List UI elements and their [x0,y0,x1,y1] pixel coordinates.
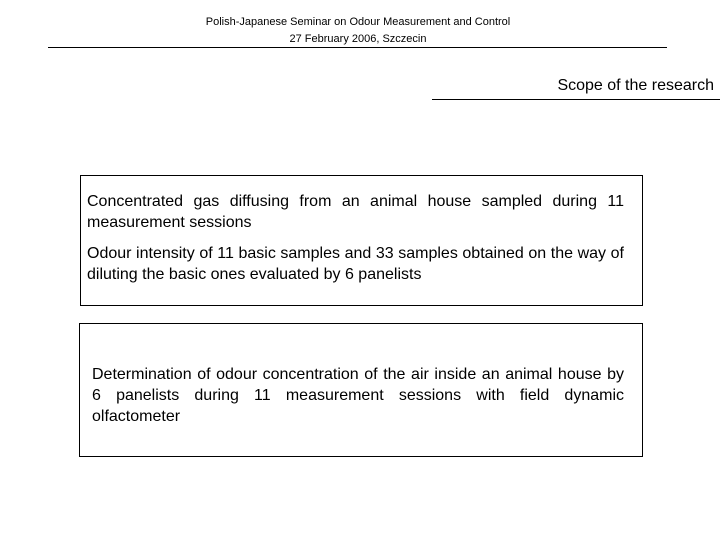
sampling-description-box [80,175,643,306]
sampling-paragraph: Concentrated gas diffusing from an animal house sampled during 11 measurement sessions [87,193,624,231]
seminar-title: Polish-Japanese Seminar on Odour Measurement and Control [205,16,511,28]
concentration-description-box [79,323,643,457]
intensity-paragraph: Odour intensity of 11 basic samples and 33 samples obtained on the way of diluting the basic ones evaluated by 6 panelists [87,245,624,283]
seminar-date-location: 27 February 2006, Szczecin [289,33,427,45]
concentration-paragraph: Determination of odour concentration of the air inside an animal house by 6 panelists during 11 measurement sessions with field dynamic olfactometer [92,366,624,425]
header-divider [48,47,667,48]
section-title: Scope of the research [557,77,714,94]
seminar-header [48,14,668,48]
section-title-underline [432,99,720,100]
